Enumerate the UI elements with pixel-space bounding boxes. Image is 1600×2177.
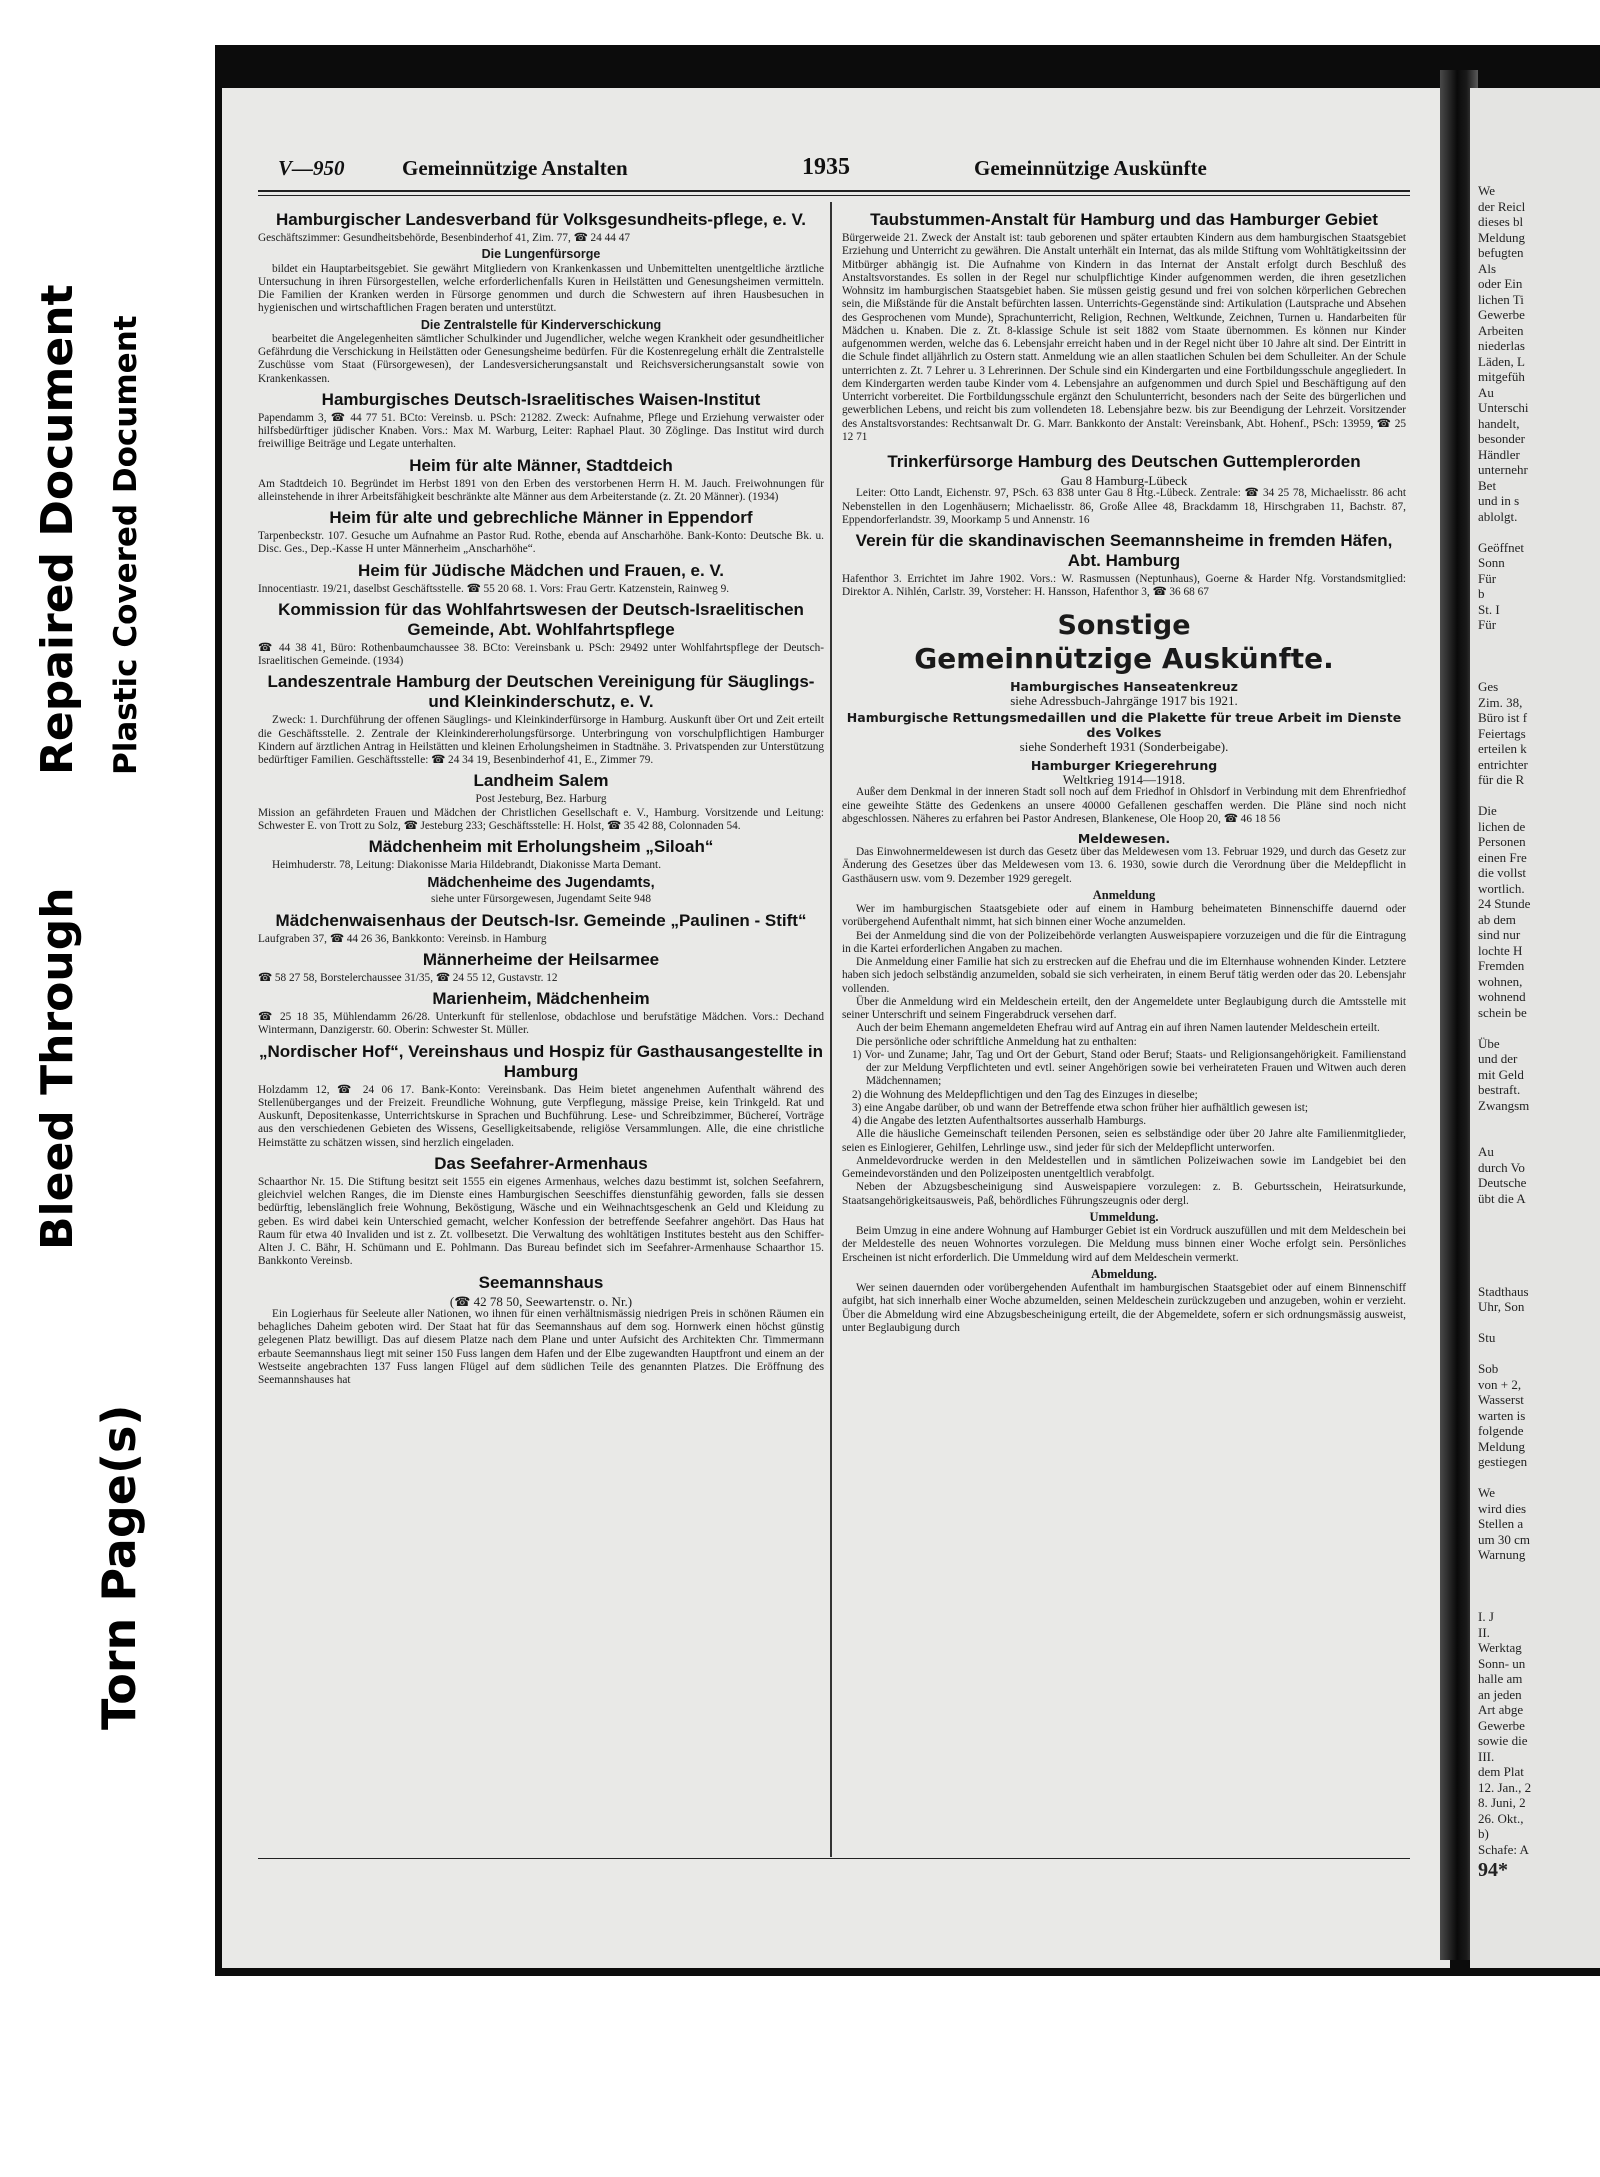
facing-page-fragment — [1470, 88, 1600, 2063]
entry-text: Mission an gefährdeten Frauen und Mädchen der Christlichen Gesellschaft e. V., Hamburg. Vorsitzende und Leitung: Schwester E. von Trott zu Solz, ☎ Jesteburg 233; Geschäftsstelle: H. Holst, ☎ 35 42 88, Colonnaden 54. — [258, 806, 824, 832]
entry-heim-eppendorf — [258, 508, 824, 557]
facing-page-line: Zwangsm — [1478, 1097, 1530, 1113]
facing-page-line: an jeden — [1478, 1686, 1522, 1702]
facing-page-line: wird dies — [1478, 1500, 1527, 1516]
entry-text: bearbeitet die Angelegenheiten sämtlicher Schulkinder und Jugendlicher, welche wegen Krankheit oder gesundheitlicher Gefährdung die Verschickung in Heilstätten oder Genesungsheime bedürfen. Für die Kostenregelung erhält die Zentralstelle Zuschüsse vom Staat (Fürsorgewesen), der Landesversicherungsanstalt und Reichsversicherungsanstalt sowie von Krankenkassen. — [258, 332, 824, 385]
entry-title: Taubstummen-Anstalt für Hamburg und das Hamburger Gebiet — [870, 210, 1378, 229]
entry-text: Beim Umzug in eine andere Wohnung auf Hamburger Gebiet ist ein Vordruck auszufüllen und mit dem Meldeschein bei der Meldestelle des neuen Wohnortes vorzulegen. Die Meldung muss binnen einer Woche erfolgt sein. Persönliches Erscheinen ist nicht erforderlich. Die Ummeldung wird auf dem Meldeschein vermerkt. — [842, 1225, 1406, 1264]
entry-text: Das Einwohnermeldewesen ist durch das Gesetz über das Meldewesen vom 13. Februar 1929, und durch das Gesetz zur Änderung des Gesetzes über das Meldewesen vom 13. 6. 1930, sowie durch die Verordnung über die Meldepflicht in Gasthäusern usw. vom 9. Dezember 1929 geregelt. — [842, 846, 1406, 885]
facing-page-line: der Reicl — [1478, 198, 1526, 214]
facing-page-line: handelt, — [1478, 415, 1520, 431]
section-sonstige-auskuenfte — [842, 610, 1406, 827]
facing-page-line: Ges — [1478, 679, 1499, 694]
facing-page-line — [1470, 1470, 1600, 1486]
page-number: V—950 — [278, 156, 345, 180]
entry-text: Schaarthor Nr. 15. Die Stiftung besitzt seit 1555 ein eigenes Armenhaus, welches dazu bestimmt ist, solchen Seefahrern, gleichviel welchen Ranges, die im Dienste eines Hamburgischen Seeschiffes dienstunfähig geworden, falls sie dessen bedürftig, lebenslänglich freie Wohnung, Beköstigung, Wäsche und ein Weihnachtsgeschenk an Geld und Kleidung zu geben. Es wird dabei kein Unterschied gemacht, welcher Konfession der betreffende Seefahrer angehört. Das Haus hat Raum für etwa 40 Invaliden und ist z. Zt. vollbesetzt. Die Verwaltung des wohltätigen Institutes besteht aus den Schiffer-Alten J. C. Bähr, H. Schümann und E. Pohlmann. Das Bureau befindet sich im Seefahrer-Armenhause Schaarthor 15. Bankkonto Vereinsb. — [258, 1175, 824, 1268]
entry-text: Weltkrieg 1914—1918. — [1062, 772, 1186, 787]
entry-title: Mädchenheime des Jugendamts, — [427, 875, 655, 892]
facing-page-line — [1470, 1222, 1600, 1238]
facing-page-line: bestraft. — [1478, 1082, 1521, 1097]
year: 1935 — [802, 154, 850, 180]
entry-text: siehe Adressbuch-Jahrgänge 1917 bis 1921. — [1010, 692, 1238, 708]
entry-siloah — [258, 837, 824, 872]
entry-title: Kommission für das Wohlfahrtswesen der Deutsch-Israelitischen Gemeinde, Abt. Wohlfahrtspflege — [278, 599, 804, 639]
entry-title: Trinkerfürsorge Hamburg des Deutschen Guttemplerorden — [887, 452, 1361, 471]
entry-taubstummen-anstalt — [842, 210, 1406, 444]
facing-page-line: mitgefüh — [1478, 369, 1525, 384]
entry-title: Hamburgisches Hanseatenkreuz — [1010, 678, 1238, 694]
entry-text: Alle die häusliche Gemeinschaft teilenden Personen, seien es selbständige oder über 20 Jahre alte Familienmitglieder, seien es Einlogierer, Gehilfen, Lehrlinge usw., sind jeder für sich der Meldepflicht unterworfen. — [842, 1128, 1406, 1154]
facing-page-line: Personen — [1478, 834, 1526, 849]
facing-page-line: Au — [1478, 384, 1494, 400]
facing-page-line — [1470, 664, 1600, 680]
entry-title: Verein für die skandinavischen Seemannsheime in fremden Häfen, Abt. Hamburg — [855, 531, 1393, 570]
entry-heim-juedische-maedchen — [258, 561, 824, 596]
facing-page-line: unternehr — [1478, 462, 1528, 477]
entry-title: Das Seefahrer-Armenhaus — [434, 1153, 648, 1173]
page-header — [262, 156, 1412, 188]
facing-page-line: Sonn- un — [1478, 1655, 1526, 1671]
footer-rule — [258, 1858, 1410, 1859]
facing-page-line: III. — [1478, 1748, 1495, 1764]
entry-subtitle: Die Zentralstelle für Kinderverschickung — [420, 317, 662, 332]
facing-page-line — [1470, 524, 1600, 540]
entry-volksgesundheitspflege — [258, 210, 824, 386]
facing-page-line: 8. Juni, 2 — [1478, 1795, 1526, 1810]
entry-text: Wer seinen dauernden oder vorübergehenden Aufenthalt im hamburgischen Staatsgebiet oder auf einem Binnenschiff aufgibt, hat sich innerhalb einer Woche abzumelden, seinen Meldeschein zurückzugeben und anzugeben, wohin er verzieht. Über die Abmeldung wird eine Abzugsbescheinigung erteilt, die der Abgemeldete, sofern er sich ordnungsmässig ausweist, unter Beglaubigung durch — [842, 1282, 1406, 1334]
facing-page-line: Meldung — [1478, 1438, 1525, 1454]
entry-subtitle: Anmeldung — [1092, 887, 1156, 902]
entry-landheim-salem — [258, 771, 824, 833]
facing-page-line: Feiertags — [1478, 725, 1526, 741]
facing-page-line: Läden, L — [1478, 353, 1525, 369]
entry-text: Papendamm 3, ☎ 44 77 51. BCto: Vereinsb. u. PSch: 21282. Zweck: Aufnahme, Pflege und Erziehung verwaister oder hilfsbedürftiger jüdischer Knaben. Vors.: Max M. Warburg, Leiter: Raphael Plaut. 30 Zöglinge. Das Institut wird durch freiwillige Beiträge und Legate unterhalten. — [258, 411, 824, 451]
entry-title: Heim für alte und gebrechliche Männer in Eppendorf — [329, 508, 753, 527]
facing-page-line: Werktag — [1478, 1640, 1522, 1655]
entry-subtitle: Ummeldung. — [1089, 1209, 1159, 1224]
left-column — [258, 206, 824, 1387]
entry-title: Heim für Jüdische Mädchen und Frauen, e. V. — [358, 560, 724, 580]
facing-page-line — [1470, 1346, 1600, 1362]
facing-page-line — [1470, 1594, 1600, 1610]
entry-trinkerfuersorge — [842, 452, 1406, 527]
facing-page-line: Geöffnet — [1478, 539, 1524, 555]
entry-text: Ein Logierhaus für Seeleute aller Nationen, wo ihnen für einen verhältnismässig niedrigen Preis in schönen Räumen ein behagliches Daheim geboten wird. Der Staat hat für das Seemannshaus auf dem sog. Hornwerk einen höchst günstig gelegenen Platz bewilligt. Das auf diesem Platze nach dem Plane und unter Aufsicht des Architekten Chr. Timmermann erbaute Seemannshaus liegt mit seiner 150 Fuss langen dem Hafen und der Elbe zugewandten Hauptfront und einem an der Westseite angebrachten 137 Fuss langen Flügel auf dem südlichen Teile des genannten Platzes. Die Eröffnung des Seemannshauses hat — [258, 1307, 824, 1386]
header-rule-thin — [258, 195, 1410, 196]
facing-page-line: besonder — [1478, 431, 1525, 446]
facing-page-line: Art abge — [1478, 1702, 1524, 1717]
list-item: 3) eine Angabe darüber, ob und wann der Betreffende etwa schon früher hier aufhältlich gewesen ist; — [852, 1101, 1309, 1114]
entry-text: Die persönliche oder schriftliche Anmeldung hat zu enthalten: — [856, 1035, 1137, 1048]
entry-text: Bürgerweide 21. Zweck der Anstalt ist: taub geborenen und später ertaubten Kindern aus dem hamburgischen Staatsgebiet Erziehung und Unterricht zu gewähren. Die Anstalt unterhält ein Internat, das als milde Stiftung vom Wohltätigkeitssinn der Mitbürger abhängig ist. Die Aufnahme von Kindern in das Internat der Anstalt erfolgt durch Beschluß des Anstaltsvorstandes. Es sollen in der Regel nur schulpflichtige Kinder aufgenommen werden, die ihren gesetzlichen Wohnsitz im hamburgischen Staatsgebiet haben. Sie müssen geistig gesund und frei von solchen körperlichen Gebrechen sein, die Mißstände für die Anstalt befürchten lassen. Unterrichts-Gegenstände sind: Artikulation (Lautsprache und Absehen des Gesprochenen vom Munde), Sprachunterricht, Religion, Rechnen, Weltkunde, Zeichnen, Turnen u. Handarbeiten für Mädchen u. Knaben. Die z. Zt. 8-klassige Schule ist seit 1882 vom Staate übernommen. Es können nur Kinder aufgenommen werden, welche das 6. Lebensjahr erreicht haben und in der Regel nicht über 10 Jahre alt sind. Der Eintritt in die Schule findet alljährlich zu Ostern statt. Anmeldung wie an allen staatlichen Schulen bei dem Schulleiter. An der Schule unterrichten z. Zt. 7 Lehrer u. 3 Lehrerinnen. Der Schule sind ein Kindergarten und eine Fortbildungsschule angegliedert. In dem Kindergarten werden taube Kinder vom 4. Lebensjahre an aufgenommen und durch Spiel und Beschäftigung auf den Unterricht vorbereitet. Die Fortbildungsschule ergänzt den Schulunterricht, besonders nach der Seite des bürgerlichen und gewerblichen Lebens, und reicht bis zum vollendeten 18. Lebensjahre bezw. bis zur Beendigung der Lehrzeit. Vorsitzender des Anstaltsvorstandes: Rechtsanwalt Dr. G. Marr. Bankkonto der Anstalt: Vereinsbank, Abt. Hohenf., PSch: 13959, ☎ 25 12 71 — [842, 232, 1406, 443]
entry-text: Hafenthor 3. Errichtet im Jahre 1902. Vors.: W. Rasmussen (Neptunhaus), Goerne & Harder Nfg. Vorstandsmitglied: Direktor A. Nihlén, Carlstr. 39, Vorsteher: H. Hansson, Hafenthor 3, ☎ 36 68 67 — [842, 573, 1406, 599]
facing-page-line: Schafe: A — [1478, 1841, 1529, 1857]
facing-page-line: erteilen k — [1478, 741, 1527, 756]
facing-page-line: wortlich. — [1478, 880, 1525, 896]
right-running-title: Gemeinnützige Auskünfte — [974, 156, 1207, 180]
facing-page-line: Deutsche — [1478, 1175, 1527, 1190]
stamp-torn-pages: Torn Page(s) — [92, 1404, 146, 1730]
entry-jugendamt — [258, 875, 824, 906]
facing-page-line: niederlas — [1478, 338, 1525, 353]
facing-page-line: folgende — [1478, 1423, 1524, 1438]
entry-paulinen-stift — [258, 911, 824, 946]
facing-page-line: wohnen, — [1478, 973, 1523, 989]
facing-page-line — [1470, 1563, 1600, 1579]
entry-text: Heimhuderstr. 78, Leitung: Diakonisse Maria Hildebrandt, Diakonisse Marta Demant. — [272, 859, 662, 871]
entry-text: Außer dem Denkmal in der inneren Stadt soll noch auf dem Friedhof in Ohlsdorf in Verbindung mit dem Ehrenfriedhof eine geweihte Stätte des Gedenkens an unsere 40000 Gefallenen geschaffen werden. Die Pläne sind noch nicht abgeschlossen. Näheres zu erfahren bei Pastor Andresen, Blankenese, Ole Hoop 20, ☎ 46 18 56 — [842, 786, 1406, 825]
facing-page-line: Zim. 38, — [1478, 694, 1523, 710]
entry-text: ☎ 44 38 41, Büro: Rothenbaumchaussee 38. BCto: Vereinsbank u. PSch: 29492 unter Wohlfahrtspflege der Deutsch-Israelitischen Gemeinde. (1934) — [258, 641, 824, 667]
entry-heilsarmee — [258, 950, 824, 985]
facing-page-line: Stadthaus — [1478, 1283, 1529, 1299]
list-item: 2) die Wohnung des Meldepflichtigen und den Tag des Einzuges in dieselbe; — [852, 1088, 1198, 1101]
entry-address: (☎ 42 78 50, Seewartenstr. o. Nr.) — [449, 1293, 633, 1309]
facing-page-line: Unterschi — [1478, 400, 1529, 415]
facing-page-line: um 30 cm — [1478, 1531, 1530, 1547]
entry-title: Mädchenwaisenhaus der Deutsch-Isr. Gemeinde „Paulinen - Stift“ — [275, 910, 807, 930]
entry-text: Bei der Anmeldung sind die von der Polizeibehörde verlangten Ausweispapiere vorzuzeigen und die für die Eintragung in die Kartei erforderlichen Angaben zu machen. — [842, 929, 1406, 955]
entry-subtitle: Die Lungenfürsorge — [481, 247, 601, 262]
facing-page-line: Für — [1478, 570, 1497, 586]
entry-text: Zweck: 1. Durchführung der offenen Säuglings- und Kleinkinderfürsorge in Hamburg. Auskunft über Ort und Zeit erteilt die Geschäftsstelle. 2. Zentrale der Kleinkindererholungsfürsorge. Unterbringung von vorschulpflichtigen Hamburger Kindern auf ärztlichen Antrag in Heilstätten und kleinen Erholungsheimen in Stadtnähe. 3. Privatspenden zur Unterstützung bedürftiger Familien. Geschäftsstelle: ☎ 24 34 19, Besenbinderhof 41, E., Zimmer 79. — [258, 714, 824, 766]
facing-page-line: Gewerbe — [1478, 1717, 1525, 1733]
facing-page-line: 26. Okt., — [1478, 1810, 1524, 1826]
stamp-repaired-document: Repaired Document — [32, 284, 83, 775]
left-running-title: Gemeinnützige Anstalten — [402, 156, 628, 180]
facing-page-line: b — [1478, 586, 1485, 601]
entry-skandinavische-seemannsheime — [842, 531, 1406, 600]
entry-text: ☎ 25 18 35, Mühlendamm 26/28. Unterkunft für stellenlose, obdachlose und berufstätige Mädchen. Vors.: Dechand Wintermann, Danzigerstr. 60. Oberin: Schwester St. Müller. — [258, 1011, 824, 1037]
entry-text: Laufgraben 37, ☎ 44 26 36, Bankkonto: Vereinsb. in Hamburg — [258, 932, 547, 945]
stamp-bleed-through: Bleed Through — [32, 887, 83, 1250]
facing-page-line: sowie die — [1478, 1733, 1528, 1748]
facing-page-line — [1470, 1113, 1600, 1129]
facing-page-line: Übe — [1478, 1035, 1500, 1051]
entry-kommission-wohlfahrtswesen — [258, 600, 824, 669]
facing-page-line: dieses bl — [1478, 214, 1524, 229]
entry-nordischer-hof — [258, 1042, 824, 1150]
entry-text: Auch der beim Ehemann angemeldeten Ehefrau wird auf Antrag ein auf ihren Namen lautender Meldeschein erteilt. — [856, 1022, 1380, 1035]
entry-title: Hamburgisches Deutsch-Israelitisches Waisen-Institut — [321, 389, 761, 409]
facing-page-line: ab dem — [1478, 911, 1516, 927]
facing-page-line: lichen Ti — [1478, 291, 1524, 307]
entry-title: Mädchenheim mit Erholungsheim „Siloah“ — [368, 837, 714, 856]
column-divider — [830, 202, 832, 1857]
facing-page-line: lichen de — [1478, 818, 1526, 834]
facing-page-line: Stu — [1478, 1330, 1496, 1345]
facing-page-line: wohnend — [1478, 989, 1526, 1004]
facing-page-line: Für — [1478, 617, 1497, 632]
facing-page-line: von + 2, — [1478, 1376, 1522, 1392]
entry-title: Meldewesen. — [1077, 831, 1171, 846]
entry-text: Am Stadtdeich 10. Begründet im Herbst 1891 von den Erben des verstorbenen Herrn H. M. Jauch. Freiwohnungen für alleinstehende in ihrer Arbeitsfähigkeit beschränkte alte Männer aus dem Arbeiterstande (z. Zt. 20 Männer). (1934) — [258, 477, 824, 503]
facing-page-line: 24 Stunde — [1478, 896, 1531, 911]
facing-page-line: Sob — [1478, 1361, 1499, 1376]
scan-condition-stamps — [0, 0, 220, 2177]
facing-page-line — [1470, 788, 1600, 804]
facing-page-line: Wasserst — [1478, 1392, 1524, 1407]
list-item: 4) die Angabe des letzten Aufenthaltsortes ausserhalb Hamburgs. — [852, 1115, 1147, 1127]
facing-page-line — [1470, 633, 1600, 649]
facing-page-line: Uhr, Son — [1478, 1299, 1525, 1314]
facing-page-line: We — [1478, 1485, 1495, 1500]
facing-page-line: sind nur — [1478, 927, 1521, 942]
entry-title: Seemannshaus — [478, 1272, 604, 1292]
facing-page-line: Gewerbe — [1478, 307, 1525, 322]
entry-title: Männerheime der Heilsarmee — [422, 949, 660, 969]
entry-text: siehe unter Fürsorgewesen, Jugendamt Seite 948 — [430, 893, 652, 906]
facing-page-line: die vollst — [1478, 865, 1527, 880]
entry-text: siehe Sonderheft 1931 (Sonderbeigabe). — [1019, 738, 1229, 754]
section-title: Gemeinnützige Auskünfte. — [914, 641, 1334, 675]
facing-page-line — [1470, 1206, 1600, 1222]
facing-page-line: und in s — [1478, 493, 1520, 508]
entry-text: Leiter: Otto Landt, Eichenstr. 97, PSch. 63 838 unter Gau 8 Htg.-Lübeck. Zentrale: ☎ 34 25 78, Michaelisstr. 86 acht Nebenstellen in den Logenhäusern; Michaelisstr. 86, Große Allee 48, Brackdamm 18, Hirschgraben 11, Bachstr. 87, Eppendorferlandstr. 39, Moorkamp 5 und Annenstr. 16 — [842, 487, 1406, 526]
facing-page-line: Arbeiten — [1478, 322, 1524, 338]
facing-page-line: durch Vo — [1478, 1159, 1525, 1175]
scan-bottom-edge — [215, 1968, 1600, 1976]
entry-text: Über die Anmeldung wird ein Meldeschein erteilt, den der Angemeldete unter Beglaubigung durch die Amtsstelle mit seiner Unterschrift und seinem Fingerabdruck versehen darf. — [842, 995, 1406, 1021]
entry-title: Hamburger Kriegerehrung — [1030, 758, 1218, 773]
entry-title: „Nordischer Hof“, Vereinshaus und Hospiz für Gasthausangestellte in Hamburg — [259, 1041, 823, 1081]
facing-page-line: Die — [1478, 803, 1497, 818]
entry-landeszentrale — [258, 672, 824, 767]
entry-text: Wer im hamburgischen Staatsgebiete oder auf einem in Hamburg beheimateten Binnenschiffe dauernd oder vorübergehend Aufenthalt nimmt, hat sich binnen einer Woche anzumelden. — [842, 903, 1406, 929]
facing-page-line: Bet — [1478, 477, 1497, 493]
facing-page-line: warten is — [1478, 1407, 1526, 1423]
entry-subtitle: Abmeldung. — [1091, 1266, 1157, 1281]
facing-page-line — [1470, 1315, 1600, 1331]
facing-page-line: und der — [1478, 1051, 1518, 1066]
entry-title: Marienheim, Mädchenheim — [432, 989, 650, 1008]
header-rule — [258, 190, 1410, 192]
facing-page-line: We — [1478, 183, 1495, 198]
facing-page-line: halle am — [1478, 1671, 1523, 1686]
facing-page-line: übt die A — [1478, 1190, 1526, 1206]
entry-meldewesen — [842, 831, 1406, 1335]
list-item: 1) Vor- und Zuname; Jahr, Tag und Ort der Geburt, Stand oder Beruf; Staats- und Religionsangehörigkeit. Familienstand der zur Meldung Verpflichteten und evtl. seiner Angehörigen sowie bei verheirateten Frauen und Witwen auch deren Mädchennamen; — [852, 1048, 1406, 1088]
entry-waisen-institut — [258, 390, 824, 452]
entry-title: Heim für alte Männer, Stadtdeich — [409, 455, 673, 475]
facing-page-line: dem Plat — [1478, 1764, 1524, 1779]
facing-page-line: 12. Jan., 2 — [1478, 1779, 1532, 1795]
facing-page-line: Au — [1478, 1144, 1494, 1159]
entry-seefahrer-armenhaus — [258, 1154, 824, 1269]
facing-page-line — [1470, 1129, 1600, 1145]
entry-text: Tarpenbeckstr. 107. Gesuche um Aufnahme an Pastor Rud. Rothe, ebenda auf Anscharhöhe. Bank-Konto: Deutsche Bk. u. Disc. Ges., Dep.-Kasse H unter Männerheim „Anscharhöhe“. — [258, 530, 824, 556]
facing-page-line: Stellen a — [1478, 1516, 1524, 1531]
facing-page-line: ablolgt. — [1478, 508, 1518, 524]
entry-text: Neben der Abzugsbescheinigung sind Ausweispapiere vorzulegen: z. B. Geburtsschein, Heiratsurkunde, Staatsangehörigkeitsausweis, Paß, behördliches Führungszeugnis oder dergl. — [842, 1181, 1406, 1207]
entry-title: Hamburgische Rettungsmedaillen und die Plakette für treue Arbeit im Dienste des Volkes — [846, 709, 1402, 740]
facing-page-line: einen Fre — [1478, 849, 1527, 865]
entry-text: Innocentiastr. 19/21, daselbst Geschäftsstelle. ☎ 55 20 68. 1. Vors: Frau Gertr. Katzenstein, Rainweg 9. — [258, 582, 730, 595]
facing-page-line: mit Geld — [1478, 1066, 1524, 1082]
stamp-plastic-covered: Plastic Covered Document — [108, 315, 144, 775]
facing-page-line: schein be — [1478, 1004, 1527, 1020]
facing-page-line — [1470, 1253, 1600, 1269]
facing-page-line: Als — [1478, 260, 1497, 276]
facing-page-line: Meldung — [1478, 229, 1525, 245]
facing-page-line: Büro ist f — [1478, 710, 1528, 725]
entry-text: Holzdamm 12, ☎ 24 06 17. Bank-Konto: Vereinsbank. Das Heim bietet angenehmen Aufenthalt während des Stellenüberganges und der Freizeit. Freundliche Wohnung, gute Verpflegung, mässige Preise, kein Trinkgeld. Rat und Auskunft, Depositenkasse, Unterrichtskurse in Sprachen und Buchführung. Lese- und Schreibzimmer, Büchereí, Vorträge aus den verschiedenen Gebieten des Wissens, Geselligkeitsabende, religiöse Versammlungen. Alle, die eine christliche Heimstätte zu schätzen wissen, sind herzlich eingeladen. — [258, 1083, 824, 1149]
facing-page-line: 94* — [1478, 1859, 1508, 1881]
facing-page-line — [1470, 648, 1600, 664]
facing-page-line: I. J — [1478, 1609, 1494, 1624]
entry-text: Anmeldevordrucke werden in den Meldestellen und in sämtlichen Polizeiwachen sowie im Landgebiet bei den Gemeindevorständen und den Polizeiposten unentgeltlich verabfolgt. — [842, 1154, 1406, 1180]
entry-address: Geschäftszimmer: Gesundheitsbehörde, Besenbinderhof 41, Zim. 77, ☎ 24 44 47 — [258, 232, 631, 244]
facing-page-line: befugten — [1478, 245, 1524, 260]
entry-marienheim — [258, 989, 824, 1038]
facing-page-line — [1470, 1237, 1600, 1253]
facing-page-line: Warnung — [1478, 1547, 1526, 1562]
scan-blank-area — [215, 1976, 1600, 2177]
facing-page-line: lochte H — [1478, 942, 1523, 958]
right-column — [842, 206, 1406, 1335]
facing-page-line — [1470, 1268, 1600, 1284]
facing-page-line: II. — [1478, 1624, 1490, 1640]
facing-page-line: gestiegen — [1478, 1454, 1528, 1469]
entry-subtitle: Gau 8 Hamburg-Lübeck — [1060, 473, 1188, 488]
entry-seemannshaus — [258, 1273, 824, 1388]
facing-page-line: für die R — [1478, 772, 1525, 787]
entry-heim-alte-maenner — [258, 456, 824, 505]
entry-text: Die Anmeldung einer Familie hat sich zu erstrecken auf die Ehefrau und die im Elternhause wohnenden Kinder. Letztere haben sich jedoch selbständig anzumelden, sobald sie sich verheiraten, in einem Beruf tätig werden oder das 20. Lebensjahr vollenden. — [842, 956, 1406, 995]
entry-title: Landheim Salem — [473, 771, 609, 791]
facing-page-line: Fremden — [1478, 958, 1525, 973]
entry-title: Landeszentrale Hamburg der Deutschen Vereinigung für Säuglings- und Kleinkinderschutz, e. V. — [267, 672, 815, 712]
facing-page-line — [1470, 1578, 1600, 1594]
entry-address: Post Jesteburg, Bez. Harburg — [475, 793, 607, 806]
entry-text: ☎ 58 27 58, Borstelerchaussee 31/35, ☎ 24 55 12, Gustavstr. 12 — [258, 971, 558, 984]
facing-page-line: Händler — [1478, 446, 1520, 462]
facing-page-line: entrichter — [1478, 756, 1528, 772]
facing-page-line: Sonn — [1478, 555, 1505, 570]
facing-page-line: oder Ein — [1478, 276, 1523, 291]
entry-title: Hamburgischer Landesverband für Volksgesundheits-pflege, e. V. — [276, 210, 806, 229]
facing-page-line — [1470, 1020, 1600, 1036]
facing-page-line: St. I — [1478, 601, 1500, 617]
section-title: Sonstige — [1057, 609, 1191, 641]
entry-text: bildet ein Hauptarbeitsgebiet. Sie gewährt Mitgliedern von Krankenkassen und Unbemittelten unentgeltliche ärztliche Untersuchung in ihren Fürsorgestellen, welche erforderlichenfalls Kuren in Heilstätten und Genesungsheimen vermitteln. Die Familien der Kranken werden in Fürsorge genommen und durch die Schwestern auf ihren Hausbesuchen in hygienischen und wirtschaftlichen Fragen beraten und unterstützt. — [258, 262, 824, 315]
facing-page-line: b) — [1478, 1826, 1489, 1841]
